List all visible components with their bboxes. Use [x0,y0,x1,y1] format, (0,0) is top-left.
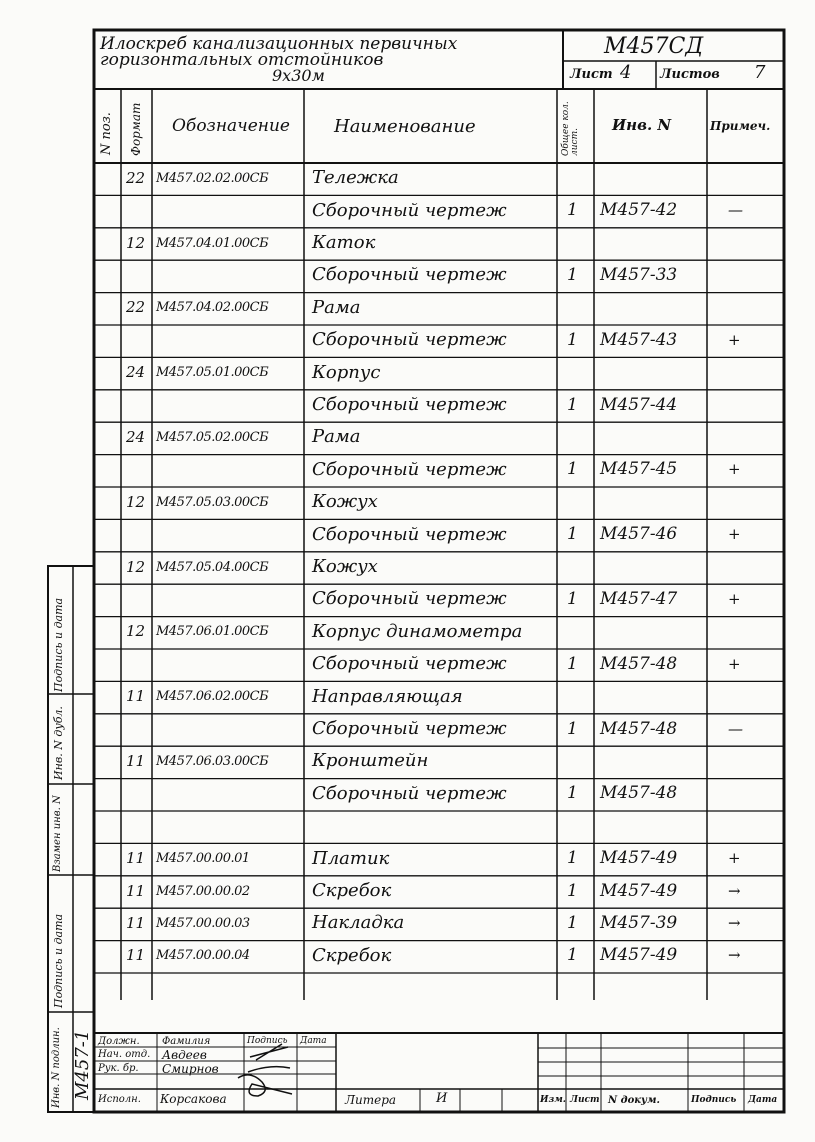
sheets-label: Листов [660,67,720,82]
col-header-qty: Общее кол. лист. [561,101,580,156]
row-designation-cell: М457.00.00.03 [156,915,250,931]
row-designation-cell: М457.00.00.02 [156,883,250,899]
row-name-cell: Корпус динамометра [312,620,523,642]
row-designation-cell: М457.04.02.00СБ [156,300,269,316]
row-inv-cell: М457-43 [600,329,678,350]
col-header-name: Наименование [334,116,476,137]
side-sign-date-2: Подпись и дата [52,913,65,1008]
row-designation-cell: М457.00.00.01 [156,851,250,867]
row-inv-cell: М457-44 [600,394,678,415]
row-qty-cell: 1 [567,912,578,933]
tb-litera-label: Литера [345,1093,397,1107]
side-sign-date-1: Подпись и дата [52,597,65,692]
row-format-cell: 11 [126,687,146,706]
row-designation-cell: М457.05.02.00СБ [156,429,269,445]
row-qty-cell: 1 [567,653,578,674]
row-inv-cell: М457-33 [600,264,678,285]
row-inv-cell: М457-49 [600,880,678,901]
side-inv-orig-label: Инв. N подлин. [51,1027,62,1108]
row-format-cell: 11 [126,946,146,965]
row-name-cell: Рама [312,426,361,448]
row-inv-cell: М457-39 [600,912,678,933]
row-designation-cell: М457.06.01.00СБ [156,624,269,640]
row-name-cell: Кожух [312,491,378,513]
row-name-cell: Сборочный чертеж [312,264,507,286]
document-code: М457СД [604,34,704,59]
tb-surname-2: Смирнов [162,1062,219,1076]
tb-rev-date: Дата [748,1095,778,1105]
tb-position-1: Нач. отд. [98,1049,151,1060]
row-inv-cell: М457-49 [600,945,678,966]
row-note-cell: — [728,719,743,738]
tb-position-2: Рук. бр. [98,1063,139,1074]
row-name-cell: Кронштейн [312,750,429,772]
tb-rev-doc: N докум. [608,1095,660,1106]
row-qty-cell: 1 [567,945,578,966]
row-format-cell: 24 [126,427,146,446]
row-name-cell: Кожух [312,556,378,577]
row-name-cell: Тележка [312,167,399,189]
row-qty-cell: 1 [567,783,578,804]
row-designation-cell: М457.04.01.00СБ [156,235,269,251]
tb-litera-value: И [436,1091,448,1106]
row-name-cell: Корпус [312,361,381,383]
row-name-cell: Сборочный чертеж [312,199,507,221]
row-qty-cell: 1 [567,329,578,350]
row-note-cell: + [728,330,741,349]
tb-rev-list: Лист [570,1095,600,1105]
row-name-cell: Сборочный чертеж [312,523,507,545]
row-qty-cell: 1 [567,459,578,480]
row-format-cell: 11 [126,913,146,932]
row-inv-cell: М457-48 [600,653,678,674]
row-format-cell: 24 [126,363,146,382]
row-note-cell: + [728,589,741,608]
row-qty-cell: 1 [567,588,578,609]
tb-header-date: Дата [300,1036,327,1046]
col-header-note: Примеч. [710,119,771,133]
row-name-cell: Платик [312,847,390,869]
row-note-cell: + [728,525,741,544]
row-format-cell: 11 [126,849,146,868]
row-name-cell: Сборочный чертеж [312,394,507,415]
row-inv-cell: М457-48 [600,783,678,804]
tb-header-position: Должн. [98,1036,140,1047]
row-note-cell: + [728,654,741,673]
side-inv-dup: Инв. N дубл. [52,706,65,780]
tb-position-3: Исполн. [98,1094,141,1105]
row-name-cell: Направляющая [312,685,463,707]
row-designation-cell: М457.05.04.00СБ [156,559,269,575]
row-note-cell: → [728,946,741,965]
sheet-number: 4 [620,62,632,83]
row-format-cell: 22 [126,298,146,317]
row-designation-cell: М457.06.03.00СБ [156,753,269,769]
row-note-cell: + [728,460,741,479]
tb-header-surname: Фамилия [162,1036,211,1047]
tb-rev-sign: Подпись [691,1095,737,1105]
row-qty-cell: 1 [567,848,578,869]
tb-surname-1: Авдеев [162,1048,207,1062]
row-format-cell: 12 [126,492,146,511]
sheets-number: 7 [754,62,766,83]
side-inv-orig-value: М457-1 [72,1029,93,1100]
row-designation-cell: М457.00.00.04 [156,948,250,964]
side-replace-inv: Взамен инв. N [52,795,63,872]
row-qty-cell: 1 [567,394,578,415]
row-inv-cell: М457-47 [600,588,678,609]
row-inv-cell: М457-46 [600,524,678,545]
row-format-cell: 11 [126,881,146,900]
row-qty-cell: 1 [567,200,578,221]
row-name-cell: Сборочный чертеж [312,653,507,675]
col-header-format: Формат [129,102,143,156]
row-inv-cell: М457-45 [600,459,678,480]
row-format-cell: 12 [126,557,146,576]
row-name-cell: Скребок [312,880,392,901]
row-inv-cell: М457-42 [600,200,678,221]
row-designation-cell: М457.05.01.00СБ [156,365,269,381]
row-name-cell: Рама [312,296,361,318]
row-name-cell: Сборочный чертеж [312,718,507,739]
row-designation-cell: М457.02.02.00СБ [156,170,269,186]
row-qty-cell: 1 [567,718,578,739]
row-name-cell: Сборочный чертеж [312,329,507,351]
title-line-2: горизонтальных отстойников [100,50,384,70]
sheet-label: Лист [570,67,613,82]
tb-header-sign: Подпись [247,1036,288,1046]
row-note-cell: → [728,913,741,932]
col-header-designation: Обозначение [172,116,290,136]
row-name-cell: Сборочный чертеж [312,782,507,804]
row-format-cell: 22 [126,168,146,187]
row-qty-cell: 1 [567,880,578,901]
row-format-cell: 12 [126,233,146,252]
row-name-cell: Сборочный чертеж [312,588,507,610]
title-line-1: Илоскреб канализационных первичных [100,34,458,54]
tb-surname-3: Корсакова [160,1092,227,1106]
col-header-pos: N поз. [99,112,114,155]
row-note-cell: → [728,881,741,900]
row-name-cell: Сборочный чертеж [312,458,507,480]
title-line-3: 9х30м [272,66,325,85]
row-inv-cell: М457-49 [600,848,678,869]
row-designation-cell: М457.06.02.00СБ [156,689,269,705]
tb-rev-izm: Изм. [540,1095,566,1105]
row-note-cell: — [728,201,743,220]
row-inv-cell: М457-48 [600,718,678,739]
row-name-cell: Накладка [312,912,405,934]
row-qty-cell: 1 [567,524,578,545]
row-format-cell: 11 [126,751,146,770]
row-note-cell: + [728,849,741,868]
col-header-inv: Инв. N [612,116,672,134]
row-name-cell: Скребок [312,944,392,966]
row-name-cell: Каток [312,232,376,253]
row-qty-cell: 1 [567,264,578,285]
row-format-cell: 12 [126,622,146,641]
row-designation-cell: М457.05.03.00СБ [156,494,269,510]
